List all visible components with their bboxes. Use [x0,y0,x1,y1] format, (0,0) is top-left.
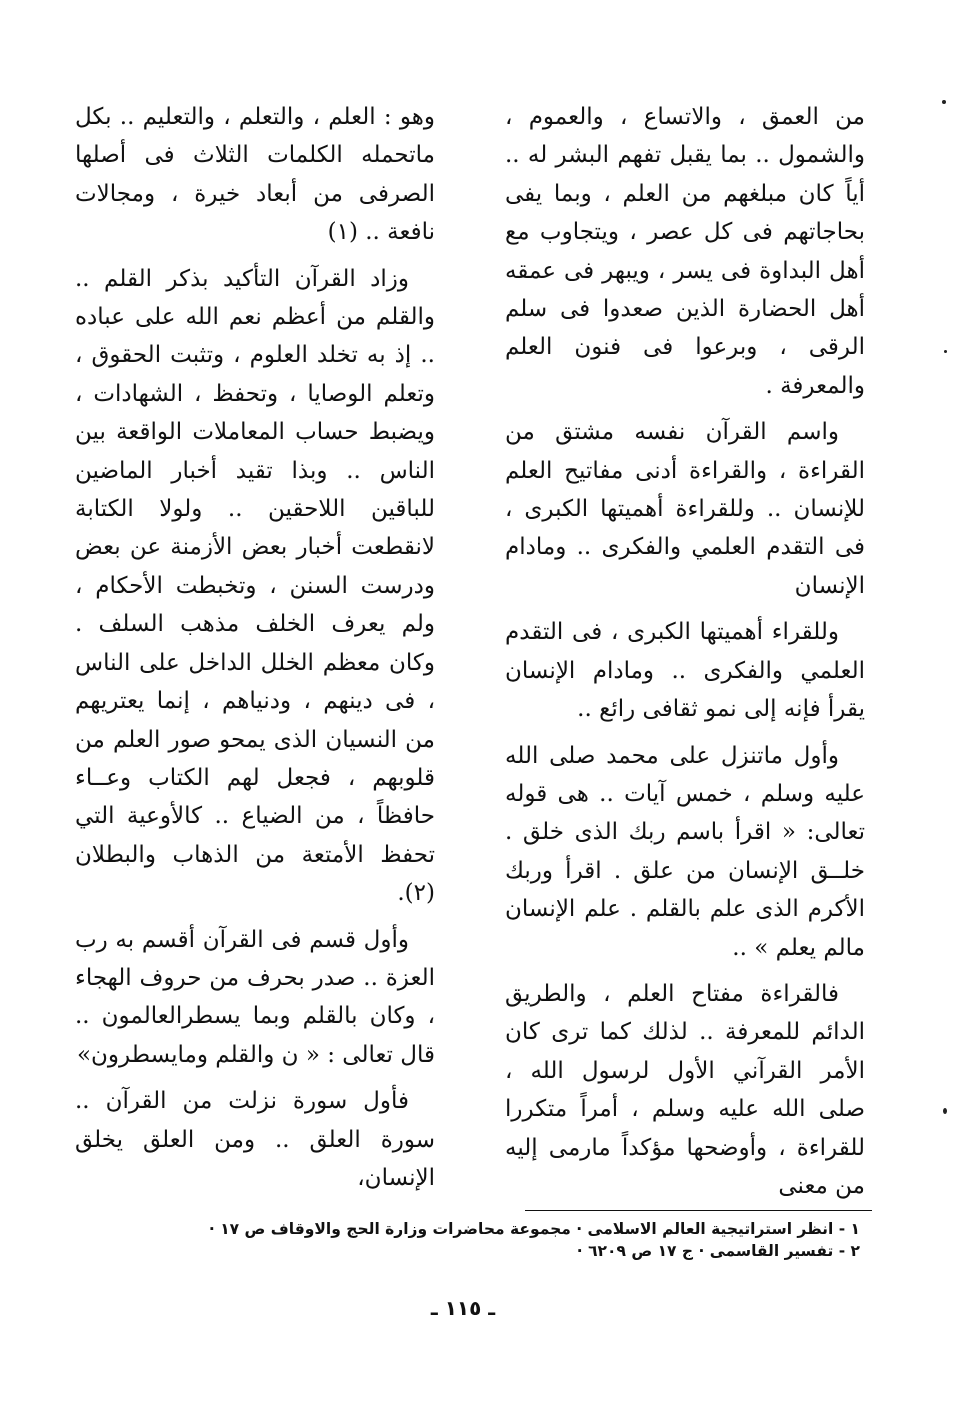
paragraph: وأول ماتنزل على محمد صلى الله عليه وسلم ، خمس آيات .. هى قوله تعالى: « اقرأ باسم ربك الذى خلق . خلــق الإنسان من علق . اقرأ وربك الأكرم الذى علم بالقلم . علم الإنسان مالم يعلم » .. [505,742,865,961]
paragraph: من العمق ، والاتساع ، والعموم ، والشمول .. بما يقبل تفهم البشر له .. أياً كان مبلغهم من العلم ، وبما يفى بحاجاتهم فى كل عصر ، ويتجاوب مع أهل البداوة فى يسر ، ويبهر فى عمقه أهل الحضارة الذين صعدوا فى سلم الرقى ، وبرعوا فى فنون العلم والمعرفة . [505,104,865,399]
text-column-right [505,98,865,1213]
paragraph: وأول قسم فى القرآن أقسم به رب العزة .. صدر بحرف من حروف الهجاء ، وكان بالقلم وبما يسطرالعالمون .. قال تعالى : « ن والقلم ومايسطرون» [75,926,435,1068]
footnotes [120,1218,860,1262]
paragraph: فأول سورة نزلت من القرآن .. سورة العلق .. ومن العلق يخلق الإنسان، [75,1088,435,1191]
footnote-separator [525,1210,872,1211]
scan-speck [944,350,947,353]
paragraph: فالقراءة مفتاح العلم ، والطريق الدائم للمعرفة .. لذلك كما ترى كان الأمر القرآني الأول لرسول الله ، صلى الله عليه وسلم ، أمراً متكررا للقراءة ، وأوضحها مؤكداً مارمى إليه من معنى [505,980,865,1199]
scan-speck [943,1108,947,1114]
page-number: ـ ١١٥ ـ [430,1296,496,1320]
text-column-left [75,98,435,1205]
paragraph: وهو : العلم ، والتعلم ، والتعليم .. بكل ماتحمله الكلمات الثلاث فى أصلها الصرفى من أبعاد خيرة ، ومجالات نافعة .. (١) [75,104,435,246]
paragraph: واسم القرآن نفسه مشتق من القراءة ، والقراءة أدنى مفاتيح العلم للإنسان .. وللقراءة أهميتها الكبرى ، فى التقدم العلمي والفكرى .. ومادام الإنسان [505,419,865,599]
paragraph: وللقراء أهميتها الكبرى ، فى التقدم العلمي والفكرى .. ومادام الإنسان يقرأ فإنه إلى نمو ثقافى رائع .. [505,619,865,723]
paragraph: وزاد القرآن التأكيد بذكر القلم .. والقلم من أعظم نعم الله على عباده .. إذ به تخلد العلوم ، وتثبت الحقوق ، وتعلم الوصايا ، وتحفظ ، الشهادات ، ويضبط حساب المعاملات الواقعة بين الناس .. وبذا تقيد أخبار الماضين للباقين اللاحقين .. ولولا الكتابة لانقطعت أخبار بعض الأزمنة عن بعض ودرست السنن ، وتخبطت الأحكام ، ولم يعرف الخلف مذهب السلف . وكان معظم الخلل الداخل على الناس ، فى دينهم ، ودنياهم ، إنما يعتريهم من النسيان الذى يمحو صور العلم من قلوبهم ، فجعل لهم الكتاب وعــاء حافظاً ، من الضياع .. كالأوعية التي تحفظ الأمتعة من الذهاب والبطلان (٢). [75,265,435,907]
footnote-2: ٢ - تفسير القاسمى · ج ١٧ ص ٦٢٠٩ · [576,1242,860,1260]
scan-speck [942,100,946,104]
footnote-1: ١ - انظر استراتيجية العالم الاسلامى · مجموعة محاضرات وزارة الحج والاوقاف ص ١٧ · [208,1220,860,1238]
